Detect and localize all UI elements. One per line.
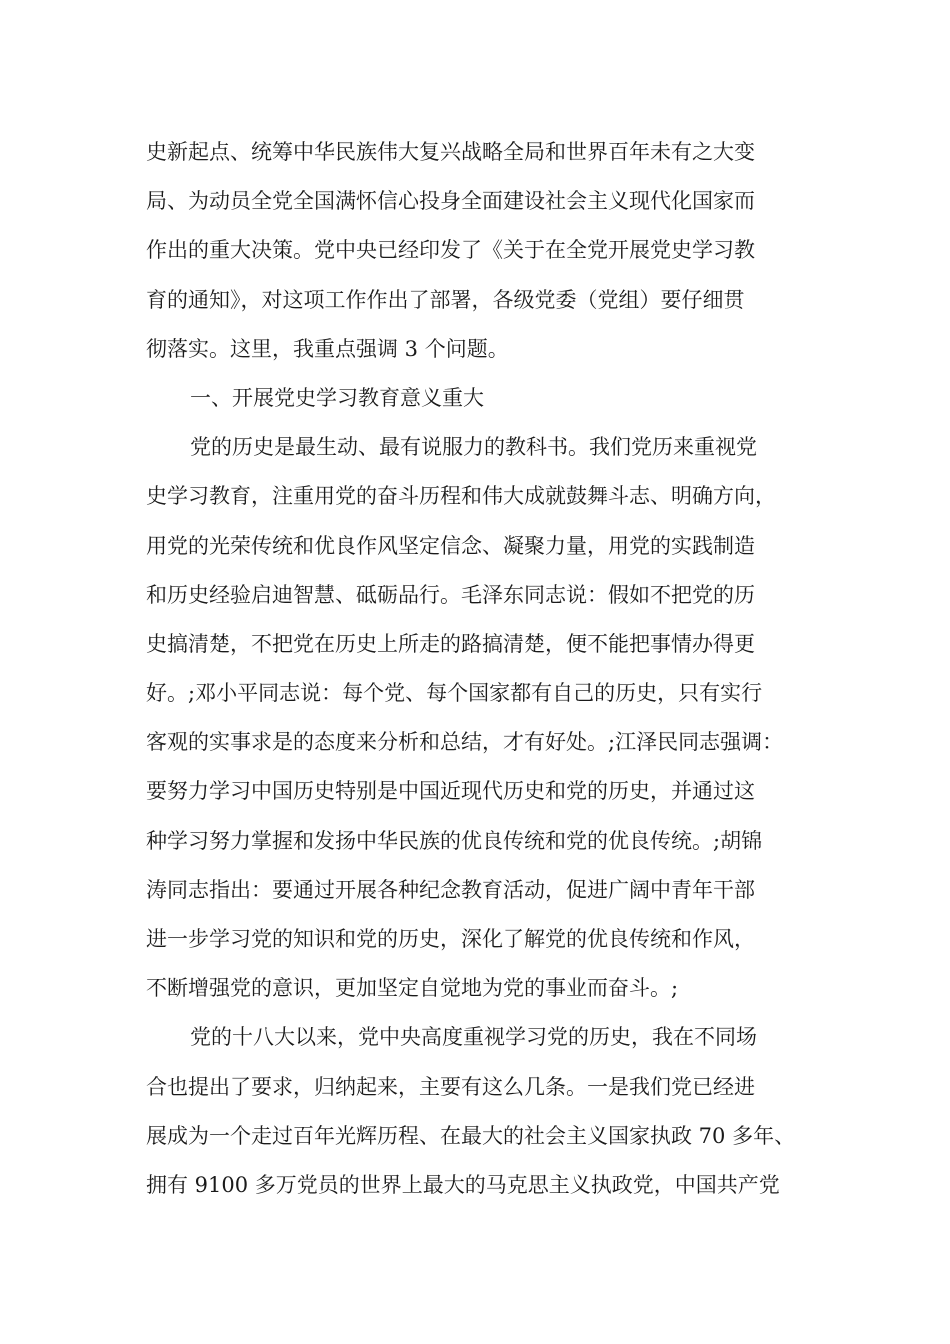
body-line: 用党的光荣传统和优良作风坚定信念、凝聚力量，用党的实践制造	[146, 533, 755, 558]
body-line: 客观的实事求是的态度来分析和总结，才有好处。;江泽民同志强调：	[146, 730, 784, 755]
body-line: 要努力学习中国历史特别是中国近现代历史和党的历史，并通过这	[146, 779, 755, 804]
document-body	[146, 131, 836, 1213]
body-line: 局、为动员全党全国满怀信心投身全面建设社会主义现代化国家而	[146, 189, 755, 214]
body-line: 涛同志指出：要通过开展各种纪念教育活动，促进广阔中青年干部	[146, 877, 755, 902]
body-line: 彻落实。这里，我重点强调 3 个问题。	[146, 336, 509, 361]
body-line: 作出的重大决策。党中央已经印发了《关于在全党开展党史学习教	[146, 238, 755, 263]
body-line: 史新起点、统筹中华民族伟大复兴战略全局和世界百年未有之大变	[146, 140, 755, 164]
body-line: 史搞清楚，不把党在历史上所走的路搞清楚，便不能把事情办得更	[146, 631, 755, 656]
paragraph-start-line: 党的十八大以来，党中央高度重视学习党的历史，我在不同场	[190, 1025, 757, 1050]
paragraph-start-line: 党的历史是最生动、最有说服力的教科书。我们党历来重视党	[190, 435, 757, 460]
section-heading: 一、开展党史学习教育意义重大	[190, 385, 484, 410]
body-line: 展成为一个走过百年光辉历程、在最大的社会主义国家执政 70 多年、	[146, 1123, 796, 1148]
body-line: 合也提出了要求，归纳起来，主要有这么几条。一是我们党已经进	[146, 1074, 755, 1099]
body-line: 种学习努力掌握和发扬中华民族的优良传统和党的优良传统。;胡锦	[146, 828, 763, 853]
body-line: 进一步学习党的知识和党的历史，深化了解党的优良传统和作风，	[146, 927, 755, 951]
body-line: 拥有 9100 多万党员的世界上最大的马克思主义执政党，中国共产党	[146, 1172, 780, 1197]
body-line: 和历史经验启迪智慧、砥砺品行。毛泽东同志说：假如不把党的历	[146, 582, 755, 607]
body-line: 育的通知》，对这项工作作出了部署，各级党委（党组）要仔细贯	[146, 287, 745, 312]
body-line: 不断增强党的意识，更加坚定自觉地为党的事业而奋斗。;	[146, 976, 679, 1001]
body-line: 史学习教育，注重用党的奋斗历程和伟大成就鼓舞斗志、明确方向，	[146, 484, 776, 509]
body-line: 好。;邓小平同志说：每个党、每个国家都有自己的历史，只有实行	[146, 681, 763, 706]
